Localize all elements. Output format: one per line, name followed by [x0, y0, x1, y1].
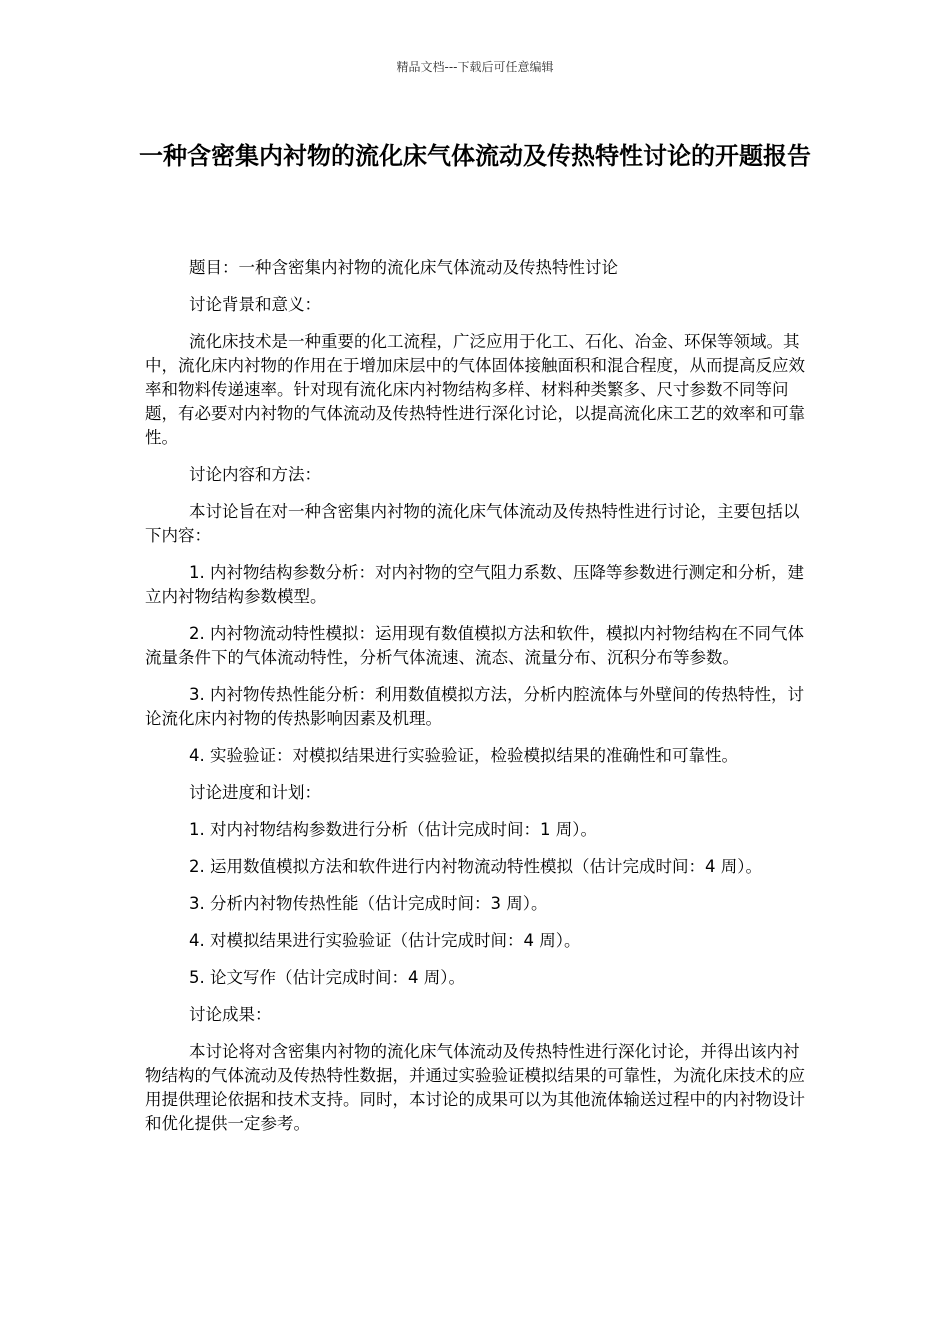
section-heading-content-method: 讨论内容和方法： — [189, 465, 321, 484]
topic-line: 题目：一种含密集内衬物的流化床气体流动及传热特性讨论 — [189, 258, 618, 277]
background-paragraph: 流化床技术是一种重要的化工流程，广泛应用于化工、石化、冶金、环保等领域。其中，流化床内衬物的作用在于增加床层中的气体固体接触面积和混合程度，从而提高反应效率和物料传递速率。针对现有流化床内衬物结构多样、材料种类繁多、尺寸参数不同等问题，有必要对内衬物的气体流动及传热特性进行深化讨论，以提高流化床工艺的效率和可靠性。 — [145, 332, 805, 447]
document-title: 一种含密集内衬物的流化床气体流动及传热特性讨论的开题报告 — [139, 142, 811, 170]
content-item: 1. 内衬物结构参数分析：对内衬物的空气阻力系数、压降等参数进行测定和分析，建立内衬物结构参数模型。 — [145, 563, 804, 606]
content-item: 4. 实验验证：对模拟结果进行实验验证，检验模拟结果的准确性和可靠性。 — [189, 746, 738, 765]
section-heading-results: 讨论成果： — [189, 1005, 272, 1024]
schedule-item: 5. 论文写作（估计完成时间：4 周）。 — [189, 968, 465, 987]
content-intro-paragraph: 本讨论旨在对一种含密集内衬物的流化床气体流动及传热特性进行讨论，主要包括以下内容： — [145, 502, 800, 545]
schedule-item: 1. 对内衬物结构参数进行分析（估计完成时间：1 周）。 — [189, 820, 597, 839]
section-heading-schedule: 讨论进度和计划： — [189, 783, 321, 802]
content-item: 3. 内衬物传热性能分析：利用数值模拟方法，分析内腔流体与外壁间的传热特性，讨论流化床内衬物的传热影响因素及机理。 — [145, 685, 804, 728]
section-heading-background: 讨论背景和意义： — [189, 295, 321, 314]
page-header: 精品文档---下载后可任意编辑 — [396, 60, 554, 74]
content-item: 2. 内衬物流动特性模拟：运用现有数值模拟方法和软件，模拟内衬物结构在不同气体流量条件下的气体流动特性，分析气体流速、流态、流量分布、沉积分布等参数。 — [145, 624, 804, 667]
schedule-item: 2. 运用数值模拟方法和软件进行内衬物流动特性模拟（估计完成时间：4 周）。 — [189, 857, 762, 876]
schedule-item: 4. 对模拟结果进行实验验证（估计完成时间：4 周）。 — [189, 931, 581, 950]
schedule-item: 3. 分析内衬物传热性能（估计完成时间：3 周）。 — [189, 894, 548, 913]
document-body — [145, 256, 815, 1149]
results-paragraph: 本讨论将对含密集内衬物的流化床气体流动及传热特性进行深化讨论，并得出该内衬物结构的气体流动及传热特性数据，并通过实验验证模拟结果的可靠性，为流化床技术的应用提供理论依据和技术支持。同时，本讨论的成果可以为其他流体输送过程中的内衬物设计和优化提供一定参考。 — [145, 1042, 805, 1133]
